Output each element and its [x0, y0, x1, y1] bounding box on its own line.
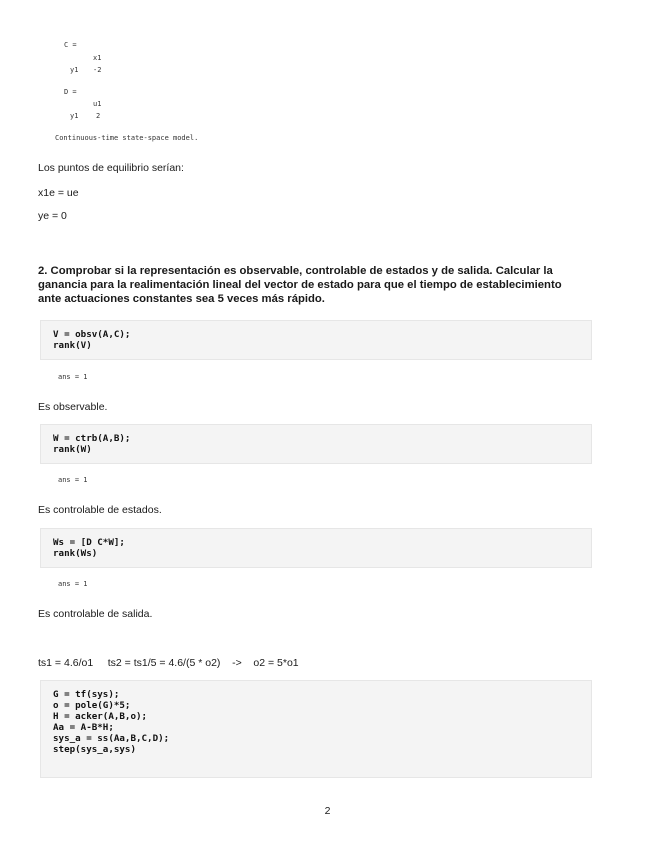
code-block-ctrb: [40, 424, 592, 464]
code-line: rank(W): [53, 444, 92, 455]
code-block-output-ctrb: [40, 528, 592, 568]
code-line: H = acker(A,B,o);: [53, 711, 148, 722]
code-block-acker: [40, 680, 592, 778]
d-matrix-row-label: y1: [70, 112, 79, 120]
comment-text: Es controlable de salida.: [38, 608, 153, 620]
comment-text: Es controlable de estados.: [38, 504, 162, 516]
c-matrix-value: -2: [93, 66, 102, 74]
code-line: rank(V): [53, 340, 92, 351]
settling-time-equation: ts1 = 4.6/o1 ts2 = ts1/5 = 4.6/(5 * o2) -> o2 = 5*o1: [38, 657, 299, 669]
code-line: V = obsv(A,C);: [53, 329, 131, 340]
code-line: Ws = [D C*W];: [53, 537, 125, 548]
code-line: sys_a = ss(Aa,B,C,D);: [53, 733, 170, 744]
comment-text: Es observable.: [38, 401, 108, 413]
code-line: Aa = A-B*H;: [53, 722, 114, 733]
d-matrix-label: D =: [64, 88, 77, 96]
section-heading: 2. Comprobar si la representación es observable, controlable de estados y de salida. Calcular la ganancia para la realimentación lineal del vector de estado para que el tiempo de establecimiento ante actuaciones constantes sea 5 veces más rápido.: [38, 265, 562, 305]
d-matrix-column: u1: [93, 100, 102, 108]
code-line: G = tf(sys);: [53, 689, 120, 700]
c-matrix-column: x1: [93, 54, 102, 62]
equilibrium-x1e: x1e = ue: [38, 187, 79, 199]
answer-output: ans = 1: [58, 580, 88, 588]
c-matrix-label: C =: [64, 41, 77, 49]
code-line: W = ctrb(A,B);: [53, 433, 131, 444]
answer-output: ans = 1: [58, 373, 88, 381]
code-line: o = pole(G)*5;: [53, 700, 131, 711]
equilibrium-ye: ye = 0: [38, 210, 67, 222]
equilibrium-intro: Los puntos de equilibrio serían:: [38, 162, 184, 174]
d-matrix-value: 2: [96, 112, 101, 120]
answer-output: ans = 1: [58, 476, 88, 484]
code-line: step(sys_a,sys): [53, 744, 136, 755]
code-block-obsv: [40, 320, 592, 360]
code-line: rank(Ws): [53, 548, 98, 559]
model-description: Continuous-time state-space model.: [55, 134, 199, 142]
c-matrix-row-label: y1: [70, 66, 79, 74]
page-number: 2: [324, 805, 331, 817]
